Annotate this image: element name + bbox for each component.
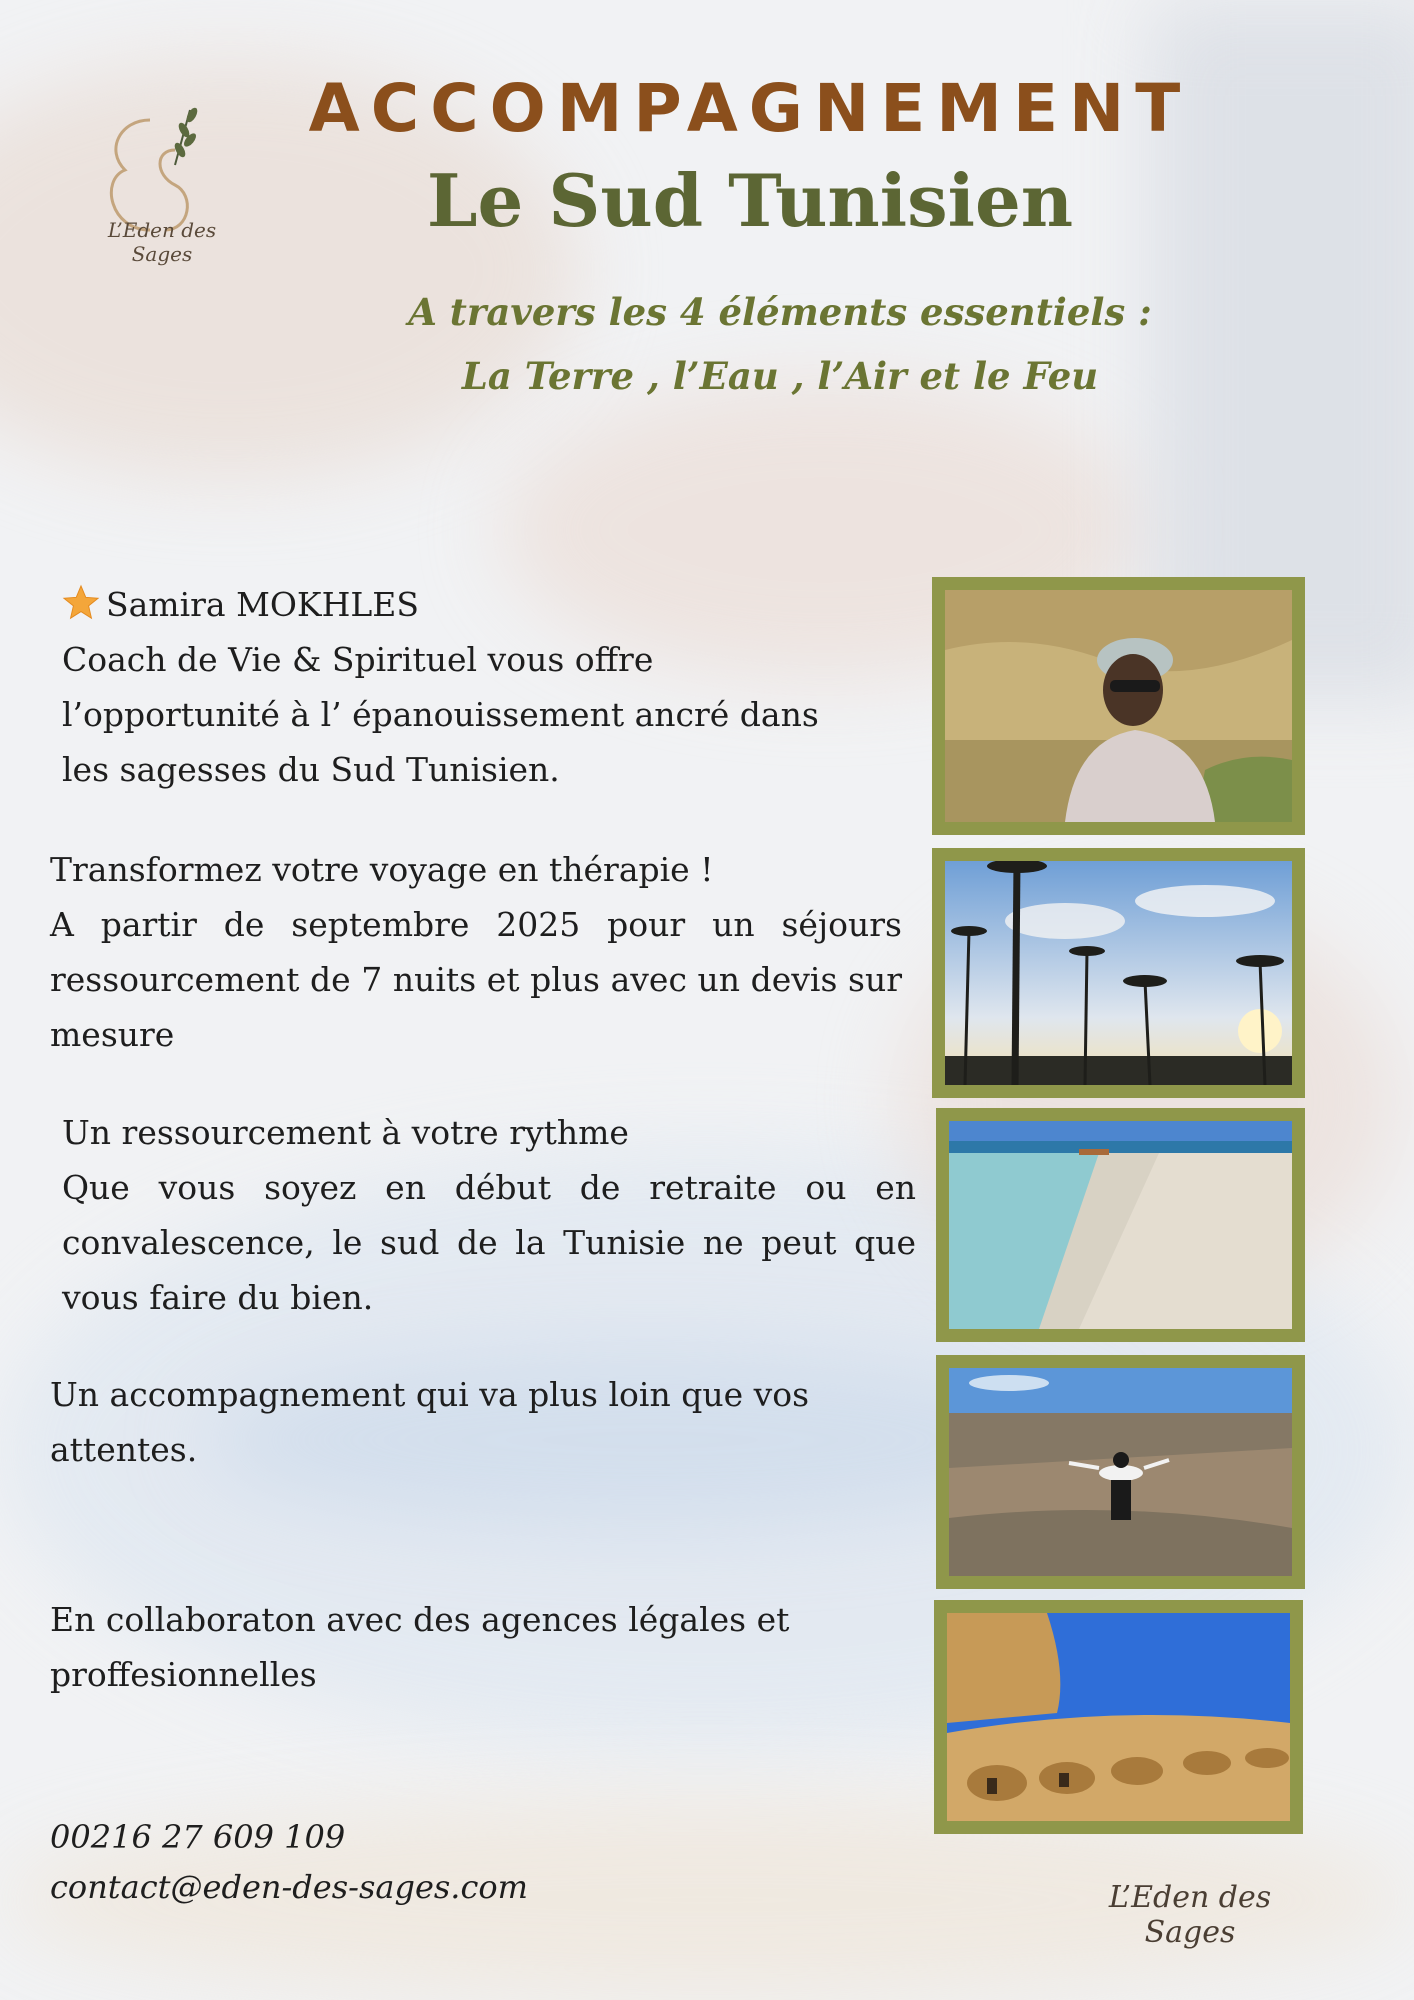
star-icon [62, 584, 100, 622]
phone-number: 00216 27 609 109 [50, 1818, 346, 1856]
photo-beach [936, 1108, 1305, 1342]
intro-line: Coach de Vie & Spirituel vous offre [62, 640, 654, 679]
rhythm-headline: Un ressourcement à votre rythme [62, 1113, 629, 1152]
offer-paragraph [50, 842, 902, 1062]
page-subtitle: Le Sud Tunisien [426, 158, 1074, 243]
promise-paragraph [50, 1367, 870, 1477]
page-title: ACCOMPAGNEMENT [308, 70, 1192, 147]
offer-headline: Transformez votre voyage en thérapie ! [50, 850, 714, 889]
photo-ksar-granaries [934, 1600, 1303, 1834]
rhythm-details: Que vous soyez en début de retraite ou en convalescence, le sud de la Tunisie ne peut que vous faire du bien. [62, 1168, 916, 1317]
footer-logo-name: L’Eden des Sages [1108, 1880, 1272, 1950]
collab-paragraph [50, 1592, 870, 1702]
photo-palm-trees-sunset [932, 848, 1305, 1098]
collab-text: En collaboraton avec des agences légales et proffesionnelles [50, 1600, 790, 1694]
tagline-line-1: A travers les 4 éléments essentiels : [408, 290, 1152, 334]
logo-name: L’Eden des Sages [107, 218, 217, 266]
tagline-line-2: La Terre , l’Eau , l’Air et le Feu [461, 354, 1099, 398]
promise-text: Un accompagnement qui va plus loin que vos attentes. [50, 1375, 810, 1469]
intro-line: les sagesses du Sud Tunisien. [62, 750, 560, 789]
rhythm-paragraph [62, 1105, 916, 1325]
photo-desert-overlook [936, 1355, 1305, 1589]
email-address: contact@eden-des-sages.com [50, 1868, 528, 1906]
coach-name: Samira MOKHLES [106, 585, 419, 624]
intro-paragraph [62, 577, 902, 797]
photo-coach-portrait [932, 577, 1305, 835]
intro-line: l’opportunité à l’ épanouissement ancré dans [62, 695, 819, 734]
intro-name-line [62, 577, 902, 632]
offer-details: A partir de septembre 2025 pour un séjours ressourcement de 7 nuits et plus avec un devis sur mesure [50, 905, 902, 1054]
